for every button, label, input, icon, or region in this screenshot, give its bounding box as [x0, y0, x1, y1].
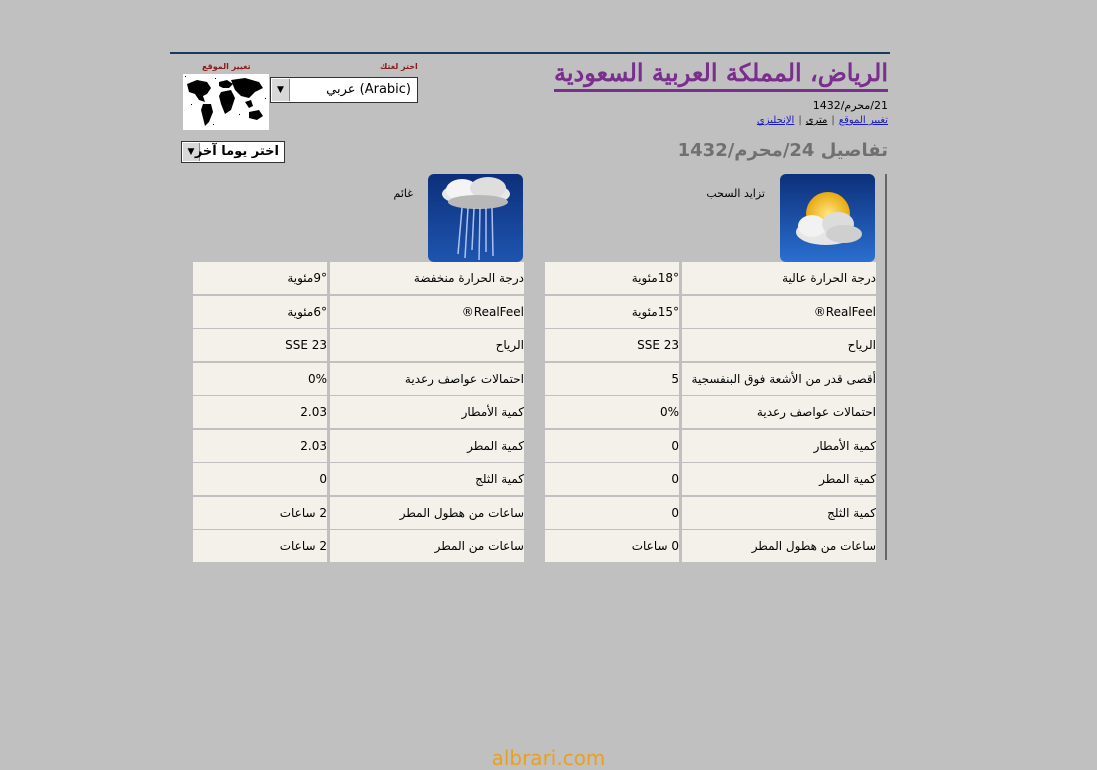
row-value: 18°مئوية [545, 262, 679, 294]
night-details-table [193, 262, 524, 564]
table-row [545, 463, 876, 495]
row-label: ساعات من هطول المطر [682, 530, 876, 562]
row-value: 2.03 [193, 396, 327, 428]
table-row [193, 430, 524, 462]
table-row [193, 463, 524, 495]
table-row [545, 530, 876, 562]
row-label: كمية الأمطار [682, 430, 876, 462]
row-value: 0 [545, 463, 679, 495]
link-separator: | [831, 115, 835, 126]
day-condition: تزايد السحب [706, 187, 765, 200]
table-row [193, 530, 524, 562]
row-value: 0 ساعات [545, 530, 679, 562]
watermark: albrari.com [491, 746, 606, 770]
choose-day-value: اختر يوما آخر [194, 144, 279, 159]
row-label: أقصى قدر من الأشعة فوق البنفسجية [682, 363, 876, 395]
row-value: 0 [545, 497, 679, 529]
row-label: ساعات من المطر [330, 530, 524, 562]
row-label: احتمالات عواصف رعدية [330, 363, 524, 395]
vertical-divider [885, 174, 887, 560]
row-label: كمية المطر [330, 430, 524, 462]
table-row [545, 363, 876, 395]
row-value: 15°مئوية [545, 296, 679, 328]
table-row [545, 430, 876, 462]
top-rule [170, 52, 890, 54]
current-date: 21/محرم/1432 [812, 99, 888, 112]
table-row [193, 296, 524, 328]
details-title: تفاصيل 24/محرم/1432 [677, 140, 888, 161]
table-row [545, 262, 876, 294]
metric-link[interactable]: مترى [805, 115, 828, 126]
page-title: الرياض، المملكة العربية السعودية [554, 58, 888, 92]
row-label: ساعات من هطول المطر [330, 497, 524, 529]
row-value: SSE 23 [193, 329, 327, 361]
header-links [757, 115, 888, 126]
table-row [545, 497, 876, 529]
row-value: SSE 23 [545, 329, 679, 361]
row-value: 9°مئوية [193, 262, 327, 294]
row-value: 5 [545, 363, 679, 395]
row-label: كمية الأمطار [330, 396, 524, 428]
table-row [193, 396, 524, 428]
row-value: 6°مئوية [193, 296, 327, 328]
row-label: كمية المطر [682, 463, 876, 495]
rain-cloud-icon [428, 174, 523, 262]
table-row [545, 329, 876, 361]
change-location-label[interactable]: تغيير الموقع [202, 62, 251, 71]
row-label: RealFeel® [330, 296, 524, 328]
row-value: 0% [545, 396, 679, 428]
chevron-down-icon[interactable]: ▼ [272, 79, 290, 101]
language-label: اختر لغتك [380, 62, 418, 71]
row-value: 0 [193, 463, 327, 495]
table-row [193, 363, 524, 395]
day-details-table [545, 262, 876, 564]
row-label: الرياح [682, 329, 876, 361]
english-link[interactable]: الإنجليزي [756, 115, 795, 126]
change-location-link[interactable]: تغيير الموقع [838, 115, 888, 126]
table-row [545, 396, 876, 428]
link-separator: | [798, 115, 802, 126]
row-label: كمية الثلج [682, 497, 876, 529]
night-condition: غائم [393, 187, 413, 200]
row-label: درجة الحرارة عالية [682, 262, 876, 294]
language-value: عربي (Arabic) [326, 82, 411, 97]
language-select[interactable] [270, 77, 418, 103]
row-label: احتمالات عواصف رعدية [682, 396, 876, 428]
table-row [193, 329, 524, 361]
table-row [545, 296, 876, 328]
row-label: RealFeel® [682, 296, 876, 328]
row-label: كمية الثلج [330, 463, 524, 495]
row-value: 0% [193, 363, 327, 395]
row-value: 0 [545, 430, 679, 462]
table-row [193, 262, 524, 294]
table-row [193, 497, 524, 529]
row-label: درجة الحرارة منخفضة [330, 262, 524, 294]
row-value: 2 ساعات [193, 530, 327, 562]
row-value: 2 ساعات [193, 497, 327, 529]
chevron-down-icon[interactable]: ▼ [183, 143, 200, 161]
row-label: الرياح [330, 329, 524, 361]
choose-day-select[interactable] [181, 141, 285, 163]
row-value: 2.03 [193, 430, 327, 462]
world-map-icon[interactable] [183, 74, 269, 130]
partly-cloudy-sun-icon [780, 174, 875, 262]
